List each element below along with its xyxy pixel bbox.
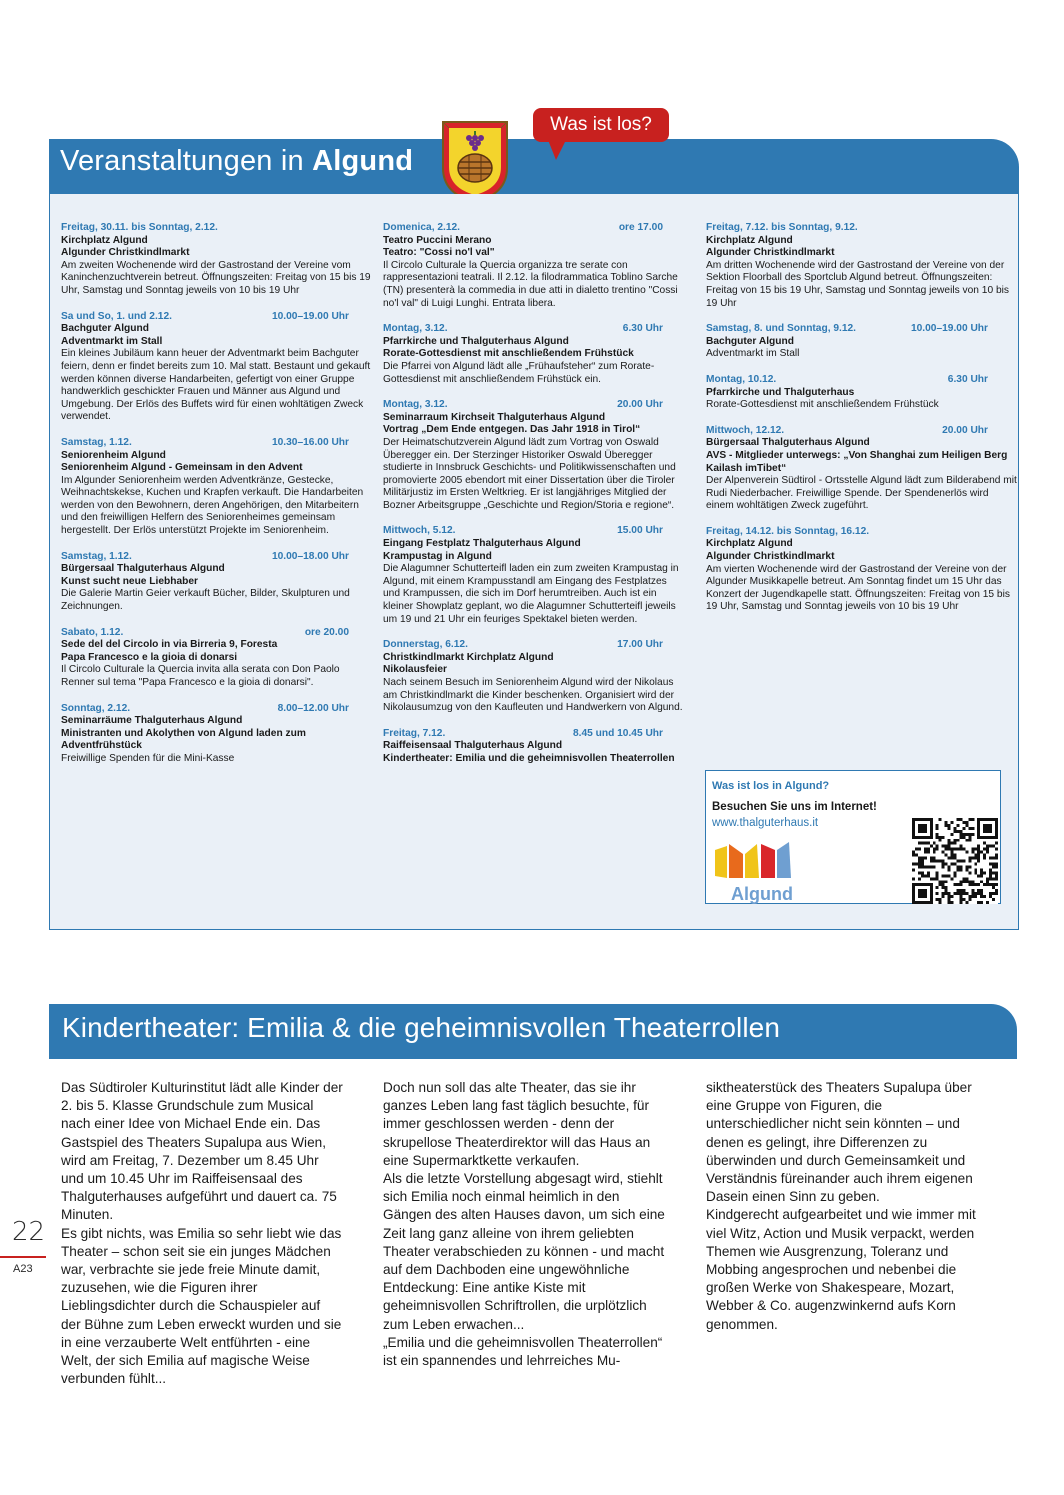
event-header: [383, 222, 685, 235]
event-time: 20.00 Uhr: [617, 399, 663, 411]
qr-code-icon[interactable]: [912, 818, 998, 904]
event-place: Eingang Festplatz Thalguterhaus Algund: [383, 538, 581, 550]
event-date: Freitag, 30.11. bis Sonntag, 2.12.: [61, 222, 218, 233]
event-date: Freitag, 7.12.: [383, 727, 446, 739]
event-description: Die Alagumner Schutterteifl laden ein zum zweiten Krampustag in Algund, mit einem Krampusstandl am Eingang des Festplatzes und Krampussen, die sich im Dorf herumtreiben. Auch ist ein kleiner Showplatz geplant, wo die Alagumner Schutterteifl jeweils um 19 und 21 Uhr ein feuriges Spektakel bieten werden.: [383, 563, 679, 625]
article-paragraph: Das Südtiroler Kulturinstitut lädt alle Kinder der 2. bis 5. Klasse Grundschule zum Musical nach einer Idee von Michael Ende ein. Das Gastspiel des Theaters Supalupa aus Wien, wird am Freitag, 7. Dezember um 8.45 Uhr und um 10.45 Uhr im Raiffeisensaal des Thalguterhauses aufgeführt und dauert ca. 75 Minuten.: [61, 1080, 343, 1223]
event-place: Kirchplatz Algund: [706, 234, 793, 246]
article-paragraph: Es gibt nichts, was Emilia so sehr liebt wie das Theater – schon seit sie ein junges Mädchen war, verbrachte sie jede freie Minute damit, zuzusehen, wie die Figuren ihrer Lieblingsdichter durch die Schauspieler auf der Bühne zum Leben erweckt wurden und sie in eine verzauberte Welt entführten - eine Welt, der sich Emilia auf magische Weise verbunden fühlt...: [61, 1225, 342, 1387]
info-box-subtitle: Besuchen Sie uns im Internet!: [712, 801, 877, 813]
event-place: Kirchplatz Algund: [61, 234, 148, 246]
event-header: [706, 222, 1018, 235]
event-time: 10.00–19.00 Uhr: [910, 323, 988, 335]
event-place: Bachguter Algund: [706, 335, 794, 347]
event-header: [383, 639, 685, 652]
event-place: Sede del del Circolo in via Birreria 9, Foresta: [61, 639, 278, 651]
event-item: [383, 525, 685, 626]
event-date: Freitag, 14.12. bis Sonntag, 16.12.: [706, 525, 870, 537]
event-header: [383, 525, 685, 538]
info-box-title: Was ist los in Algund?: [712, 780, 830, 792]
event-description: Il Circolo Culturale la Quercia organizza tre serate con rappresentazioni teatrali. Il 2.12. la filodrammatica Toblino Sarche (TN) presenterà la commedia in due atti in dialetto trentino "Cossi no'l val" di Luigi Lunghi. Entrata libera.: [383, 259, 678, 309]
article-column-3: [706, 1079, 988, 1334]
event-date: Mittwoch, 12.12.: [706, 424, 785, 436]
event-header: [706, 425, 1018, 438]
event-header: [61, 551, 373, 564]
article-paragraph: siktheaterstück des Theaters Supalupa über eine Gruppe von Figuren, die unterschiedlicher nicht sein könnten – und denen es gelingt, ihre Differenzen zu überwinden und durch Gemeinsamkeit und Verständnis füreinander auch ihrem eigenen Dasein einen Sinn zu geben.: [706, 1080, 973, 1205]
event-date: Domenica, 2.12.: [383, 222, 461, 233]
event-title: Ministranten und Akolythen von Algund laden zum Adventfrühstück: [61, 727, 306, 752]
event-header: [383, 728, 685, 741]
event-header: [61, 627, 373, 640]
event-description: Im Algunder Seniorenheim werden Adventkränze, Gestecke, Weihnachtskekse, Kuchen und Krapfen verkauft. Die Handarbeiten werden von den Bewohnern, deren Angehörigen, den Mitarbeitern und den freiwilligen Helfern des Seniorenheimes gemeinsam hergestellt. Der Erlös unterstützt Projekte im Seniorenheim.: [61, 474, 364, 537]
event-item: [383, 399, 685, 512]
events-column-2: [383, 222, 685, 779]
event-description: Ein kleines Jubiläum kann heuer der Adventmarkt beim Bachguter feiern, denn er findet bereits zum 10. Mal statt. Bestaunt und gekauft werden können diverse Handarbeiten, gefertigt von einer Gruppe handwerklich geschickter Frauen und Männer aus Algund und Umgebung. Der Erlös des Buffets wird für einen wohltätigen Zweck verwendet.: [61, 348, 371, 423]
event-title: Krampustag in Algund: [383, 550, 492, 562]
event-description: Die Pfarrei von Algund lädt alle „Frühaufsteher“ zum Rorate-Gottesdienst mit anschließendem Frühstück ein.: [383, 360, 655, 385]
event-header: [61, 311, 373, 324]
event-place: Pfarrkirche und Thalguterhaus: [706, 386, 855, 398]
event-header: [383, 399, 685, 412]
event-date: Samstag, 8. und Sonntag, 9.12.: [706, 323, 857, 335]
event-item: [706, 425, 1018, 513]
events-title: Veranstaltungen in Algund: [60, 145, 414, 177]
event-title: Rorate-Gottesdienst mit anschließendem Frühstück: [383, 348, 634, 360]
event-item: [61, 551, 373, 614]
event-place: Christkindlmarkt Kirchplatz Algund: [383, 651, 554, 663]
article-paragraph: Als die letzte Vorstellung abgesagt wird, stiehlt sich Emilia noch einmal heimlich in den Gängen des alten Hauses davon, um sich eine Zeit lang ganz alleine von ihrem geliebten Theater verabschieden zu können - und macht auf dem Dachboden eine ungewöhnliche Entdeckung: Eine antike Kiste mit geheimnisvollen Schriftrollen, die urplötzlich zum Leben erwachen...: [383, 1171, 665, 1332]
event-item: [706, 374, 1018, 412]
event-time: ore 20.00: [304, 626, 349, 638]
event-place: Seniorenheim Algund: [61, 449, 166, 461]
event-item: [383, 639, 685, 715]
article-column-2: [383, 1079, 665, 1370]
event-time: ore 17.00: [618, 222, 663, 233]
event-description: Am vierten Wochenende wird der Gastrostand der Vereine von der Algunder Musikkapelle betreut. Am Sonntag findet um 15 Uhr das Konzert der Jugendkapelle statt. Öffnungszeiten: Freitag von 15 bis 19 Uhr, Samstag und Sonntag jeweils von 10 bis 19 Uhr: [706, 563, 1010, 613]
event-item: [706, 323, 1018, 361]
event-description: Der Alpenverein Südtirol - Ortsstelle Algund lädt zum Bilderabend mit Rudi Niederbacher. Freiwillige Spende. Der Spendenerlös wird einem wohltätigen Zweck zugeführt.: [706, 475, 1017, 512]
event-time: 8.45 und 10.45 Uhr: [572, 727, 663, 739]
event-place: Raiffeisensaal Thalguterhaus Algund: [383, 740, 563, 752]
event-description: Nach seinem Besuch im Seniorenheim Algund wird der Nikolaus am Christkindlmarkt die Kinder beschenken. Organisiert wird der Nikolausumzug von den Kaufleuten und Handwerkern von Algund.: [383, 677, 683, 714]
event-description: Adventmarkt im Stall: [706, 348, 800, 360]
event-title: Seniorenheim Algund - Gemeinsam in den Advent: [61, 462, 303, 474]
event-item: [61, 437, 373, 538]
event-item: [383, 728, 685, 766]
event-header: [706, 323, 1018, 336]
event-item: [383, 323, 685, 386]
article-title: Kindertheater: Emilia & die geheimnisvollen Theaterrollen: [62, 1012, 781, 1043]
event-title: Algunder Christkindlmarkt: [706, 247, 835, 259]
what-is-on-bubble: Was ist los?: [533, 108, 669, 142]
event-item: [61, 703, 373, 766]
event-place: Kirchplatz Algund: [706, 538, 793, 550]
event-header: [706, 374, 1018, 387]
event-date: Sabato, 1.12.: [61, 626, 124, 638]
page-number-divider: [0, 1256, 46, 1258]
event-header: [61, 703, 373, 716]
event-title: Algunder Christkindlmarkt: [706, 551, 835, 563]
event-title: Kindertheater: Emilia und die geheimnisvollen Theaterrollen: [383, 752, 675, 764]
event-description: Der Heimatschutzverein Algund lädt zum Vortrag von Oswald Überegger ein. Der Sterzinger Historiker Oswald Überegger studierte in Innsbruck Geschichts- und Politikwissenschaften und promovierte 2005 ebendort mit einer Dissertation über die Tiroler Militärjustiz im Ersten Weltkrieg. Er ist langjähriges Mitglied der Bozner Arbeitsgruppe „Geschichte und Region/Storia e regione“.: [383, 436, 676, 511]
event-description: Rorate-Gottesdienst mit anschließendem Frühstück: [706, 399, 939, 411]
event-time: 6.30 Uhr: [947, 373, 988, 385]
event-date: Sa und So, 1. und 2.12.: [61, 310, 172, 322]
event-description: Die Galerie Martin Geier verkauft Bücher, Bilder, Skulpturen und Zeichnungen.: [61, 588, 350, 613]
event-place: Seminarraum Kirchseit Thalguterhaus Algund: [383, 411, 606, 423]
algund-logo-text: Algund: [731, 884, 793, 904]
event-item: [706, 222, 1018, 310]
event-time: 6.30 Uhr: [622, 323, 663, 335]
event-date: Samstag, 1.12.: [61, 436, 132, 448]
event-header: [61, 222, 373, 235]
event-title: Adventmarkt im Stall: [61, 335, 163, 347]
event-description: Il Circolo Culturale la Quercia invita alla serata con Don Paolo Renner sul tema "Papa Francesco e la gioia di donarsi".: [61, 664, 340, 688]
event-place: Seminarräume Thalguterhaus Algund: [61, 715, 243, 727]
event-time: 17.00 Uhr: [617, 639, 663, 651]
event-title: Algunder Christkindlmarkt: [61, 247, 190, 259]
event-item: [383, 222, 685, 310]
event-date: Sonntag, 2.12.: [61, 702, 131, 714]
event-description: Am dritten Wochenende wird der Gastrostand der Vereine von der Sektion Floorball des Sportclub Algund betreut. Öffnungszeiten: Freitag von 15 bis 19 Uhr, Samstag und Sonntag jeweils von 10 bis 19 Uhr: [706, 259, 1009, 309]
event-date: Montag, 10.12.: [706, 373, 777, 385]
event-date: Freitag, 7.12. bis Sonntag, 9.12.: [706, 222, 858, 233]
article-column-1: [61, 1079, 343, 1388]
event-time: 20.00 Uhr: [942, 424, 988, 436]
event-item: [61, 627, 373, 690]
event-item: [61, 311, 373, 424]
event-time: 10.00–19.00 Uhr: [271, 310, 349, 322]
event-title: Teatro: "Cossi no'l val": [383, 247, 495, 259]
event-time: 10.00–18.00 Uhr: [271, 550, 349, 562]
event-title: AVS - Mitglieder unterwegs: „Von Shanghai zum Heiligen Berg Kailash imTibet“: [706, 449, 1008, 474]
event-date: Mittwoch, 5.12.: [383, 525, 456, 537]
event-place: Bachguter Algund: [61, 323, 149, 335]
event-place: Bürgersaal Thalguterhaus Algund: [61, 563, 225, 575]
article-paragraph: „Emilia und die geheimnisvollen Theaterrollen“ ist ein spannendes und lehrreiches Mu-: [383, 1334, 663, 1369]
event-title: Papa Francesco e la gioia di donarsi: [61, 651, 238, 663]
website-link[interactable]: www.thalguterhaus.it: [712, 817, 819, 829]
events-column-1: [61, 222, 373, 779]
event-item: [706, 526, 1018, 614]
event-place: Pfarrkirche und Thalguterhaus Algund: [383, 335, 569, 347]
article-paragraph: Doch nun soll das alte Theater, das sie ihr ganzes Leben lang fast täglich besuchte, für immer geschlossen werden - denn der skrupellose Theaterdirektor will das Haus an eine Supermarktkette verkaufen.: [383, 1080, 651, 1168]
algund-crest-icon: [440, 118, 510, 204]
event-description: Am zweiten Wochenende wird der Gastrostand der Vereine vom Kaninchenzuchtverein betreut. Öffnungszeiten: Freitag von 15 bis 19 Uhr, Samstag und Sonntag jeweils von 10 bis 19 Uhr: [61, 259, 371, 296]
event-date: Donnerstag, 6.12.: [383, 639, 468, 651]
event-title: Nikolausfeier: [383, 664, 447, 676]
page-number: 22: [12, 1217, 46, 1247]
event-place: Bürgersaal Thalguterhaus Algund: [706, 437, 870, 449]
event-description: Freiwillige Spenden für die Mini-Kasse: [61, 752, 235, 764]
event-title: Vortrag „Dem Ende entgegen. Das Jahr 1918 in Tirol“: [383, 424, 641, 436]
events-column-3: [706, 222, 1018, 627]
event-time: 10.30–16.00 Uhr: [271, 436, 349, 448]
event-time: 8.00–12.00 Uhr: [277, 702, 349, 714]
event-date: Montag, 3.12.: [383, 399, 448, 411]
page-code: A23: [13, 1263, 33, 1275]
event-date: Montag, 3.12.: [383, 323, 448, 335]
event-item: [61, 222, 373, 298]
event-time: 15.00 Uhr: [617, 525, 663, 537]
article-paragraph: Kindgerecht aufgearbeitet und wie immer mit viel Witz, Action und Musik verpackt, werden Themen wie Ausgrenzung, Toleranz und Mobbing angesprochen und nebenbei die großen Werke von Shakespeare, Mozart, Webber & Co. augenzwinkernd aufs Korn genommen.: [706, 1207, 976, 1332]
event-header: [61, 437, 373, 450]
event-date: Samstag, 1.12.: [61, 550, 132, 562]
event-place: Teatro Puccini Merano: [383, 234, 492, 246]
event-header: [383, 323, 685, 336]
event-header: [706, 526, 1018, 539]
event-title: Kunst sucht neue Liebhaber: [61, 575, 198, 587]
bubble-tail: [548, 140, 566, 160]
